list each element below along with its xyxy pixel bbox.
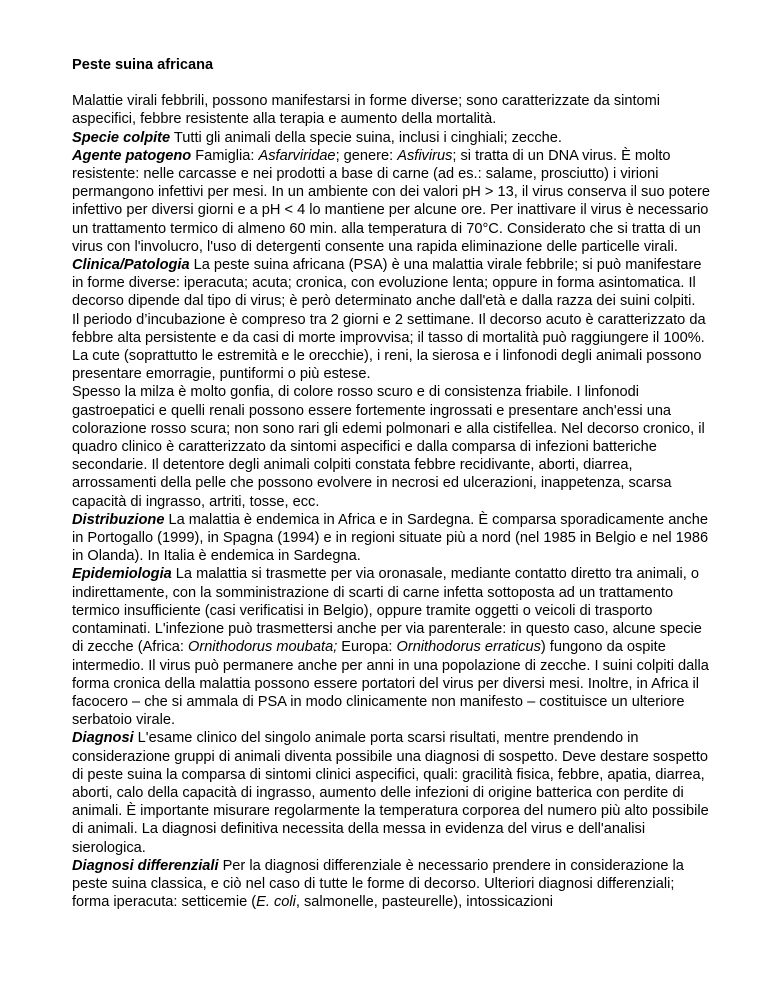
section-text: Per la diagnosi differenziale è necessario prendere in considerazione la peste suina classica, e ciò nel caso di tutte le forme di decorso. Ulteriori diagnosi differenziali; forma iperacuta: setticemie ( xyxy=(72,857,684,911)
section-diagnosi-differenziali xyxy=(72,857,712,912)
family-name: Asfarviridae xyxy=(258,147,336,164)
section-text: Europa: xyxy=(337,639,397,656)
section-text: L'esame clinico del singolo animale porta scarsi risultati, mentre prendendo in considerazione gruppi di animali diventa possibile una diagnosi di sospetto. Deve destare sospetto di peste suina la comparsa di sintomi clinici aspecifici, quali: gracilità fisica, febbre, apatia, diarrea, aborti, calo della capacità di ingrasso, aumento delle infezioni di origine batterica con perdite di animali. È importante misurare regolarmente la temperatura corporea del numero più alto possibile di animali. La diagnosi definitiva necessita della messa in evidenza del virus e dell'analisi sierologica. xyxy=(72,730,709,856)
bacteria-name: E. coli xyxy=(256,894,296,911)
section-text: La malattia è endemica in Africa e in Sardegna. È comparsa sporadicamente anche in Portogallo (1999), in Spagna (1994) e in regioni situate più a nord (nel 1985 in Belgio e nel 1986 in Olanda). In Italia è endemica in Sardegna. xyxy=(72,511,709,565)
section-agente xyxy=(72,147,712,256)
section-epidemiologia xyxy=(72,565,712,729)
clinica-paragraph-3: Spesso la milza è molto gonfia, di colore rosso scuro e di consistenza friabile. I linfonodi gastroepatici e quelli renali possono essere fortemente ingrossati e presentare anch'essi una colorazione rosso scura; non sono rari gli edemi polmonari e alla cistifellea. Nel decorso cronico, il quadro clinico è caratterizzato da sintomi aspecifici e dalla comparsa di infezioni batteriche secondarie. Il detentore degli animali colpiti constata febbre recidivante, aborti, diarrea, arrossamenti della pelle che possono evolvere in necrosi ed ulcerazioni, inappetenza, scarsa capacità di ingrasso, artriti, tosse, ecc. xyxy=(72,384,705,510)
section-heading-agente: Agente patogeno xyxy=(72,147,192,164)
species-name: Ornithodorus erraticus xyxy=(396,639,541,656)
section-heading-distribuzione: Distribuzione xyxy=(72,511,165,528)
genus-name: Asfivirus xyxy=(397,147,453,164)
document-page xyxy=(72,56,712,911)
section-text: ; si tratta di un DNA virus. È molto resistente: nelle carcasse e nei prodotti a base di carne (ad es.: salame, prosciutto) i virioni permangono infettivi per mesi. In un ambiente con dei valori pH > 13, il virus conserva il suo potere infettivo per diversi giorni e a pH < 4 lo mantiene per alcune ore. Per inattivare il virus è necessario un trattamento termico di almeno 60 min. alla temperatura di 70°C. Considerato che si tratta di un virus con l'involucro, l'uso di detergenti consente una rapida eliminazione delle particelle virali. xyxy=(72,147,710,255)
section-heading-clinica: Clinica/Patologia xyxy=(72,257,190,274)
section-clinica xyxy=(72,256,712,311)
section-diagnosi xyxy=(72,729,712,856)
section-text-specie: Tutti gli animali della specie suina, inclusi i cinghiali; zecche. xyxy=(170,129,562,146)
species-name: Ornithodorus moubata; xyxy=(187,639,338,656)
section-distribuzione xyxy=(72,511,712,566)
document-title: Peste suina africana xyxy=(72,57,214,73)
section-text: Famiglia: xyxy=(191,147,259,164)
section-text: ; genere: xyxy=(335,147,398,164)
section-text: La peste suina africana (PSA) è una malattia virale febbrile; si può manifestare in forme diverse: iperacuta; acuta; cronica, con evoluzione lenta; oppure in forma asintomatica. Il decorso dipende dal tipo di virus; è però determinato anche dall'età e dalla razza dei suini colpiti. xyxy=(72,257,702,310)
section-text: ) fungono da ospite intermedio. Il virus può permanere anche per anni in una popolazione di zecche. I suini colpiti dalla forma cronica della malattia possono essere portatori del virus per diversi mesi. Inoltre, in Africa il facocero – che si ammala di PSA in modo clinicamente non manifesto – costituisce un ulteriore serbatoio virale. xyxy=(72,639,709,729)
section-heading-diagnosi: Diagnosi xyxy=(72,730,134,747)
section-text: La malattia si trasmette per via oronasale, mediante contatto diretto tra animali, o indirettamente, con la somministrazione di scarti di carne infetta sottoposta ad un trattamento termico insufficiente (casi verificatisi in Belgio), oppure tramite oggetti o veicoli di trasporto contaminati. L'infezione può trasmettersi anche per via parenterale: in questo caso, alcune specie di zecche (Africa: xyxy=(72,566,702,656)
section-heading-differenziali: Diagnosi differenziali xyxy=(72,857,219,874)
intro-paragraph: Malattie virali febbrili, possono manifestarsi in forme diverse; sono caratterizzate da sintomi aspecifici, febbre resistente alla terapia e aumento della mortalità. xyxy=(72,93,661,128)
clinica-paragraph-2: Il periodo d’incubazione è compreso tra 2 giorni e 2 settimane. Il decorso acuto è caratterizzato da febbre alta persistente e da casi di morte improvvisa; il tasso di mortalità può raggiungere il 100%. La cute (soprattutto le estremità e le orecchie), i reni, la sierosa e i linfonodi degli animali possono presentare emorragie, puntiformi o più estese. xyxy=(72,311,706,383)
section-text: , salmonelle, pasteurelle), intossicazioni xyxy=(295,894,554,911)
section-heading-epidemiologia: Epidemiologia xyxy=(72,566,172,583)
section-specie xyxy=(72,129,712,147)
section-heading-specie: Specie colpite xyxy=(72,129,171,146)
